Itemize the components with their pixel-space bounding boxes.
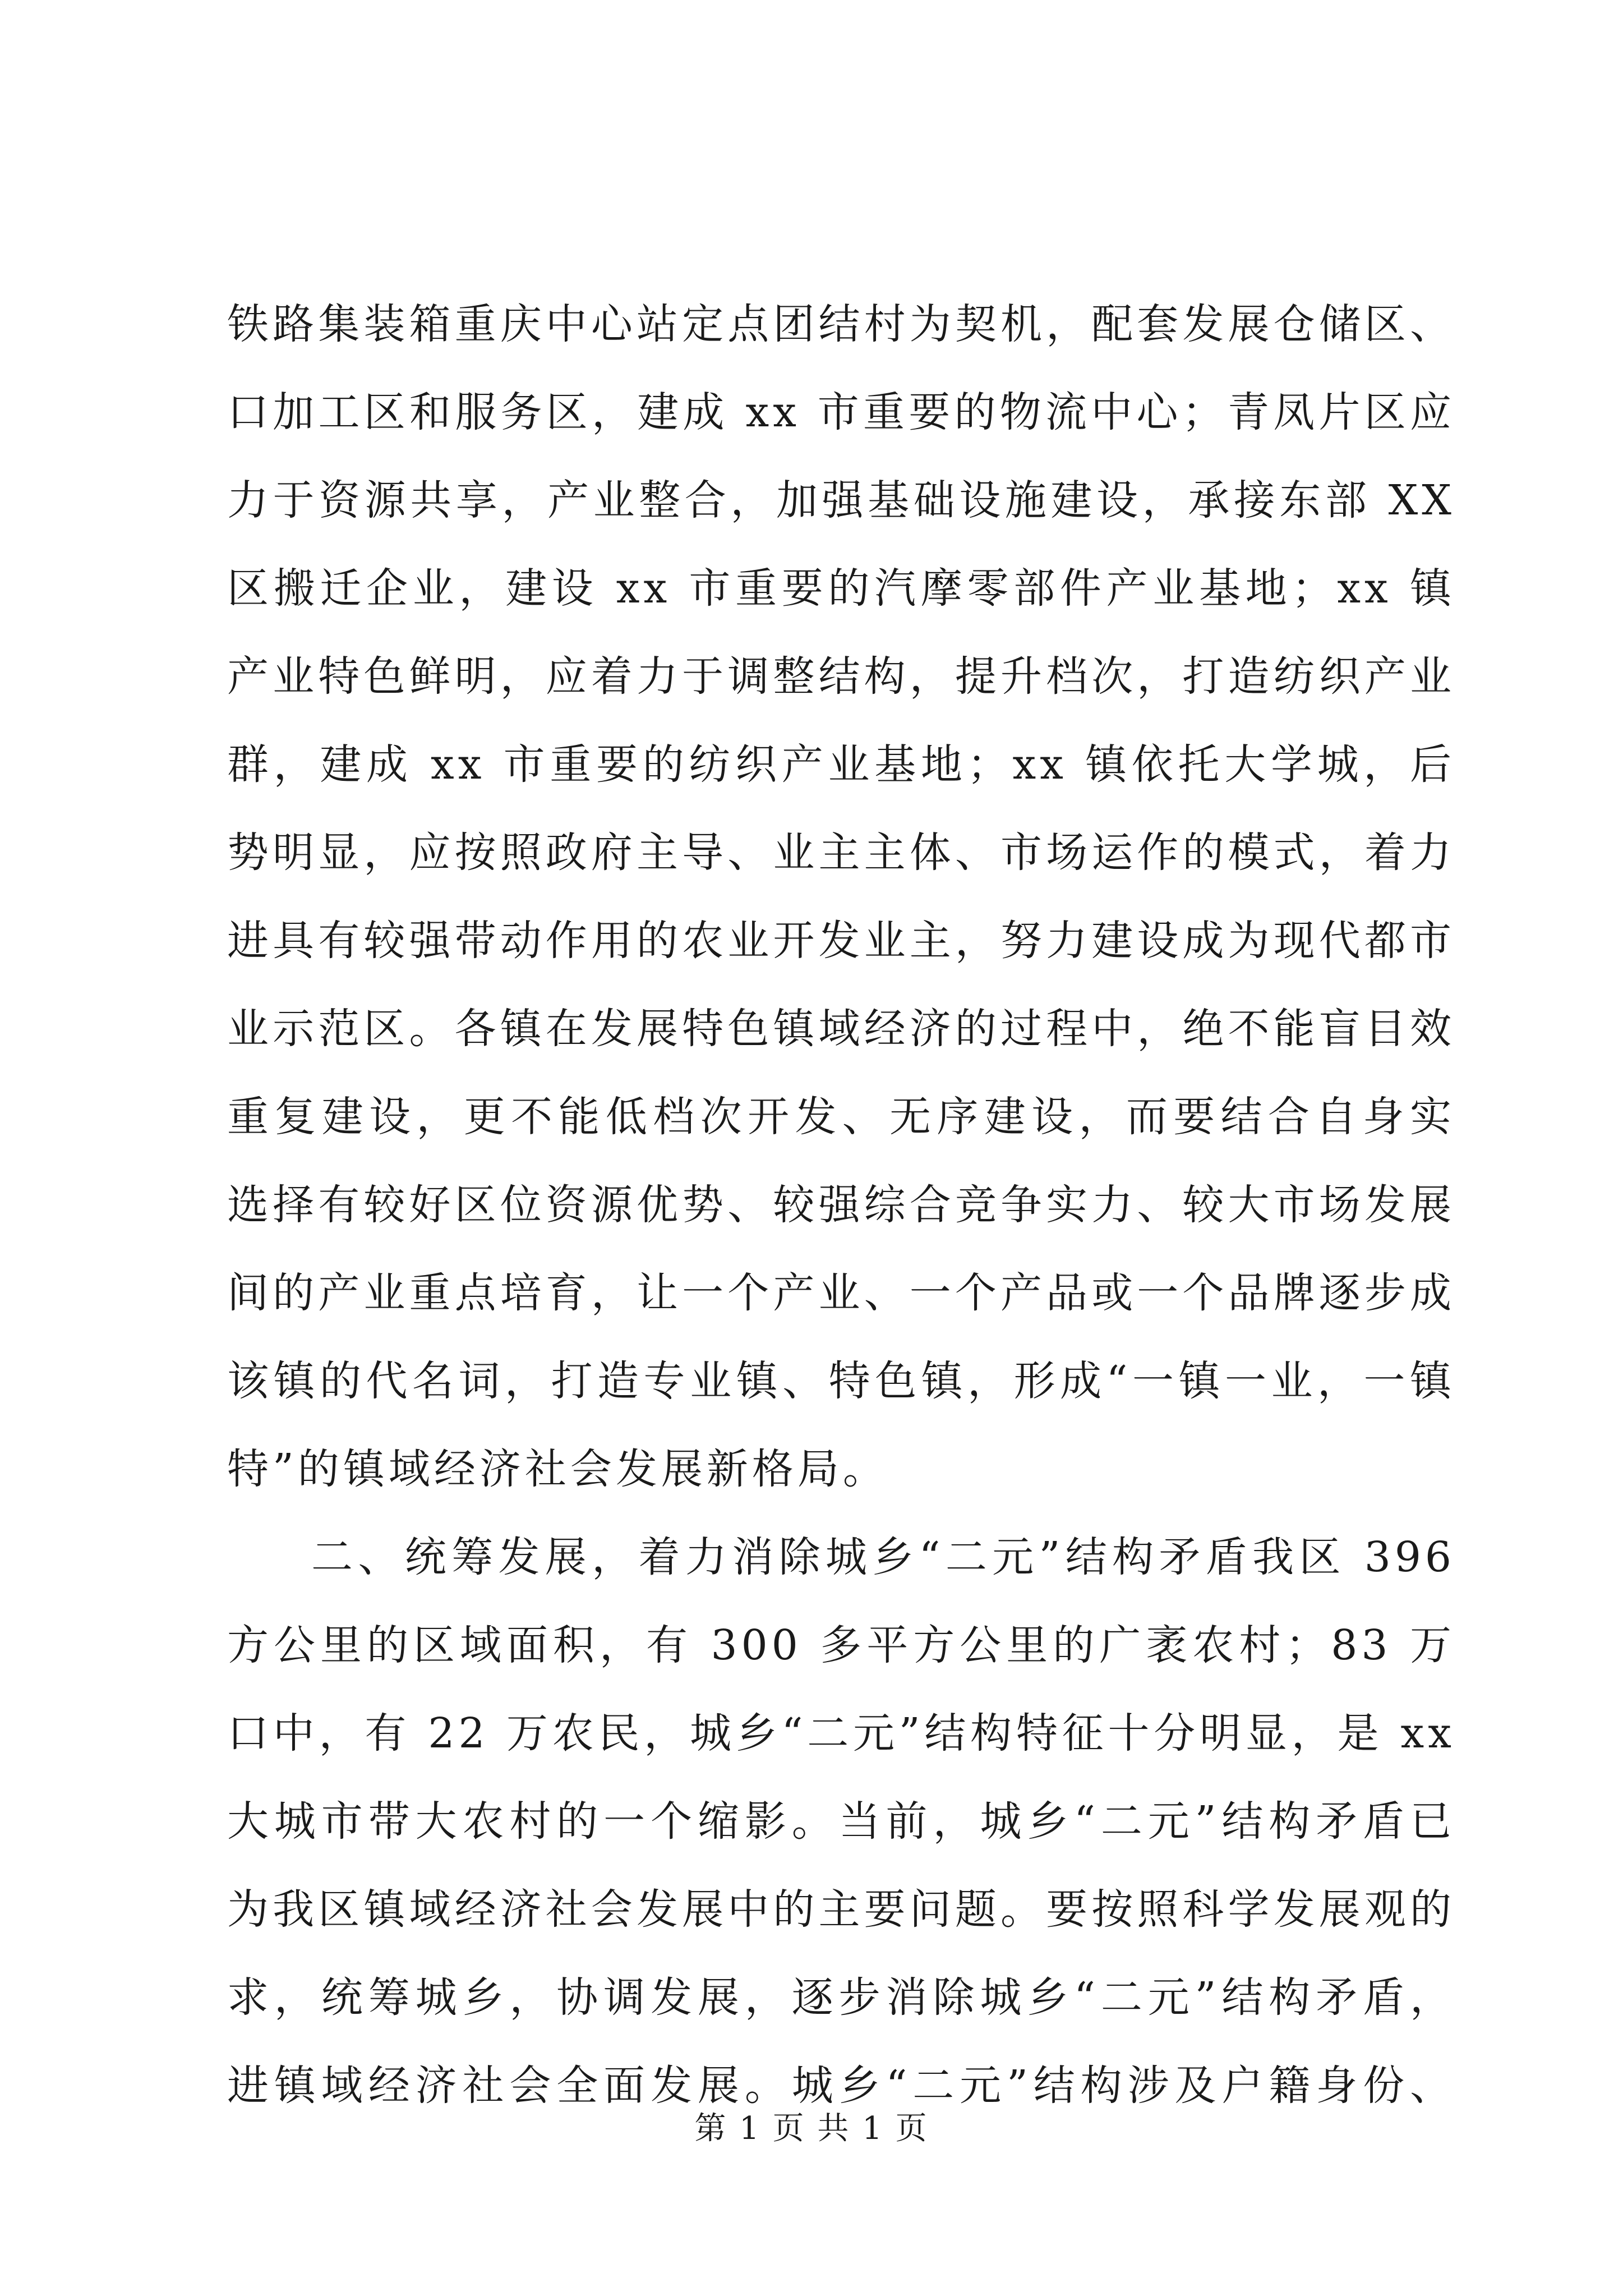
text-line: 方公里的区域面积，有 300 多平方公里的广袤农村；83 万 [227,1621,1455,1669]
text-line: 口中，有 22 万农民，城乡“二元”结构特征十分明显，是 xx [227,1709,1455,1757]
text-line: 重复建设，更不能低档次开发、无序建设，而要结合自身实 [227,1093,1455,1141]
text-line: 口加工区和服务区，建成 xx 市重要的物流中心；青凤片区应 [227,388,1455,436]
page-number-footer: 第 1 页 共 1 页 [694,2110,929,2147]
text-line: 力于资源共享，产业整合，加强基础设施建设，承接东部 XX [227,476,1455,524]
text-line: 产业特色鲜明，应着力于调整结构，提升档次，打造纺织产业 [227,652,1455,701]
text-line: 选择有较好区位资源优势、较强综合竞争实力、较大市场发展 [227,1181,1455,1229]
text-line: 群，建成 xx 市重要的纺织产业基地；xx 镇依托大学城，后 [227,740,1455,789]
text-line: 进具有较强带动作用的农业开发业主，努力建设成为现代都市 [227,917,1455,965]
section-heading-line: 二、统筹发展，着力消除城乡“二元”结构矛盾我区 396 [311,1533,1455,1581]
text-line: 业示范区。各镇在发展特色镇域经济的过程中，绝不能盲目效 [227,1005,1455,1053]
text-line: 大城市带大农村的一个缩影。当前，城乡“二元”结构矛盾已 [227,1797,1455,1846]
text-line: 铁路集装箱重庆中心站定点团结村为契机，配套发展仓储区、 [227,300,1455,348]
body-text [227,280,1455,2130]
text-line: 势明显，应按照政府主导、业主主体、市场运作的模式，着力 [227,829,1455,877]
text-line: 区搬迁企业，建设 xx 市重要的汽摩零部件产业基地；xx 镇 [227,564,1455,613]
text-line: 进镇域经济社会全面发展。城乡“二元”结构涉及户籍身份、 [227,2062,1455,2110]
text-line: 求，统筹城乡，协调发展，逐步消除城乡“二元”结构矛盾， [227,1973,1455,2022]
text-line: 特”的镇域经济社会发展新格局。 [227,1445,888,1493]
text-line: 间的产业重点培育，让一个产业、一个产品或一个品牌逐步成 [227,1269,1455,1317]
text-line: 为我区镇域经济社会发展中的主要问题。要按照科学发展观的 [227,1885,1455,1934]
text-line: 该镇的代名词，打造专业镇、特色镇，形成“一镇一业，一镇 [227,1357,1455,1405]
